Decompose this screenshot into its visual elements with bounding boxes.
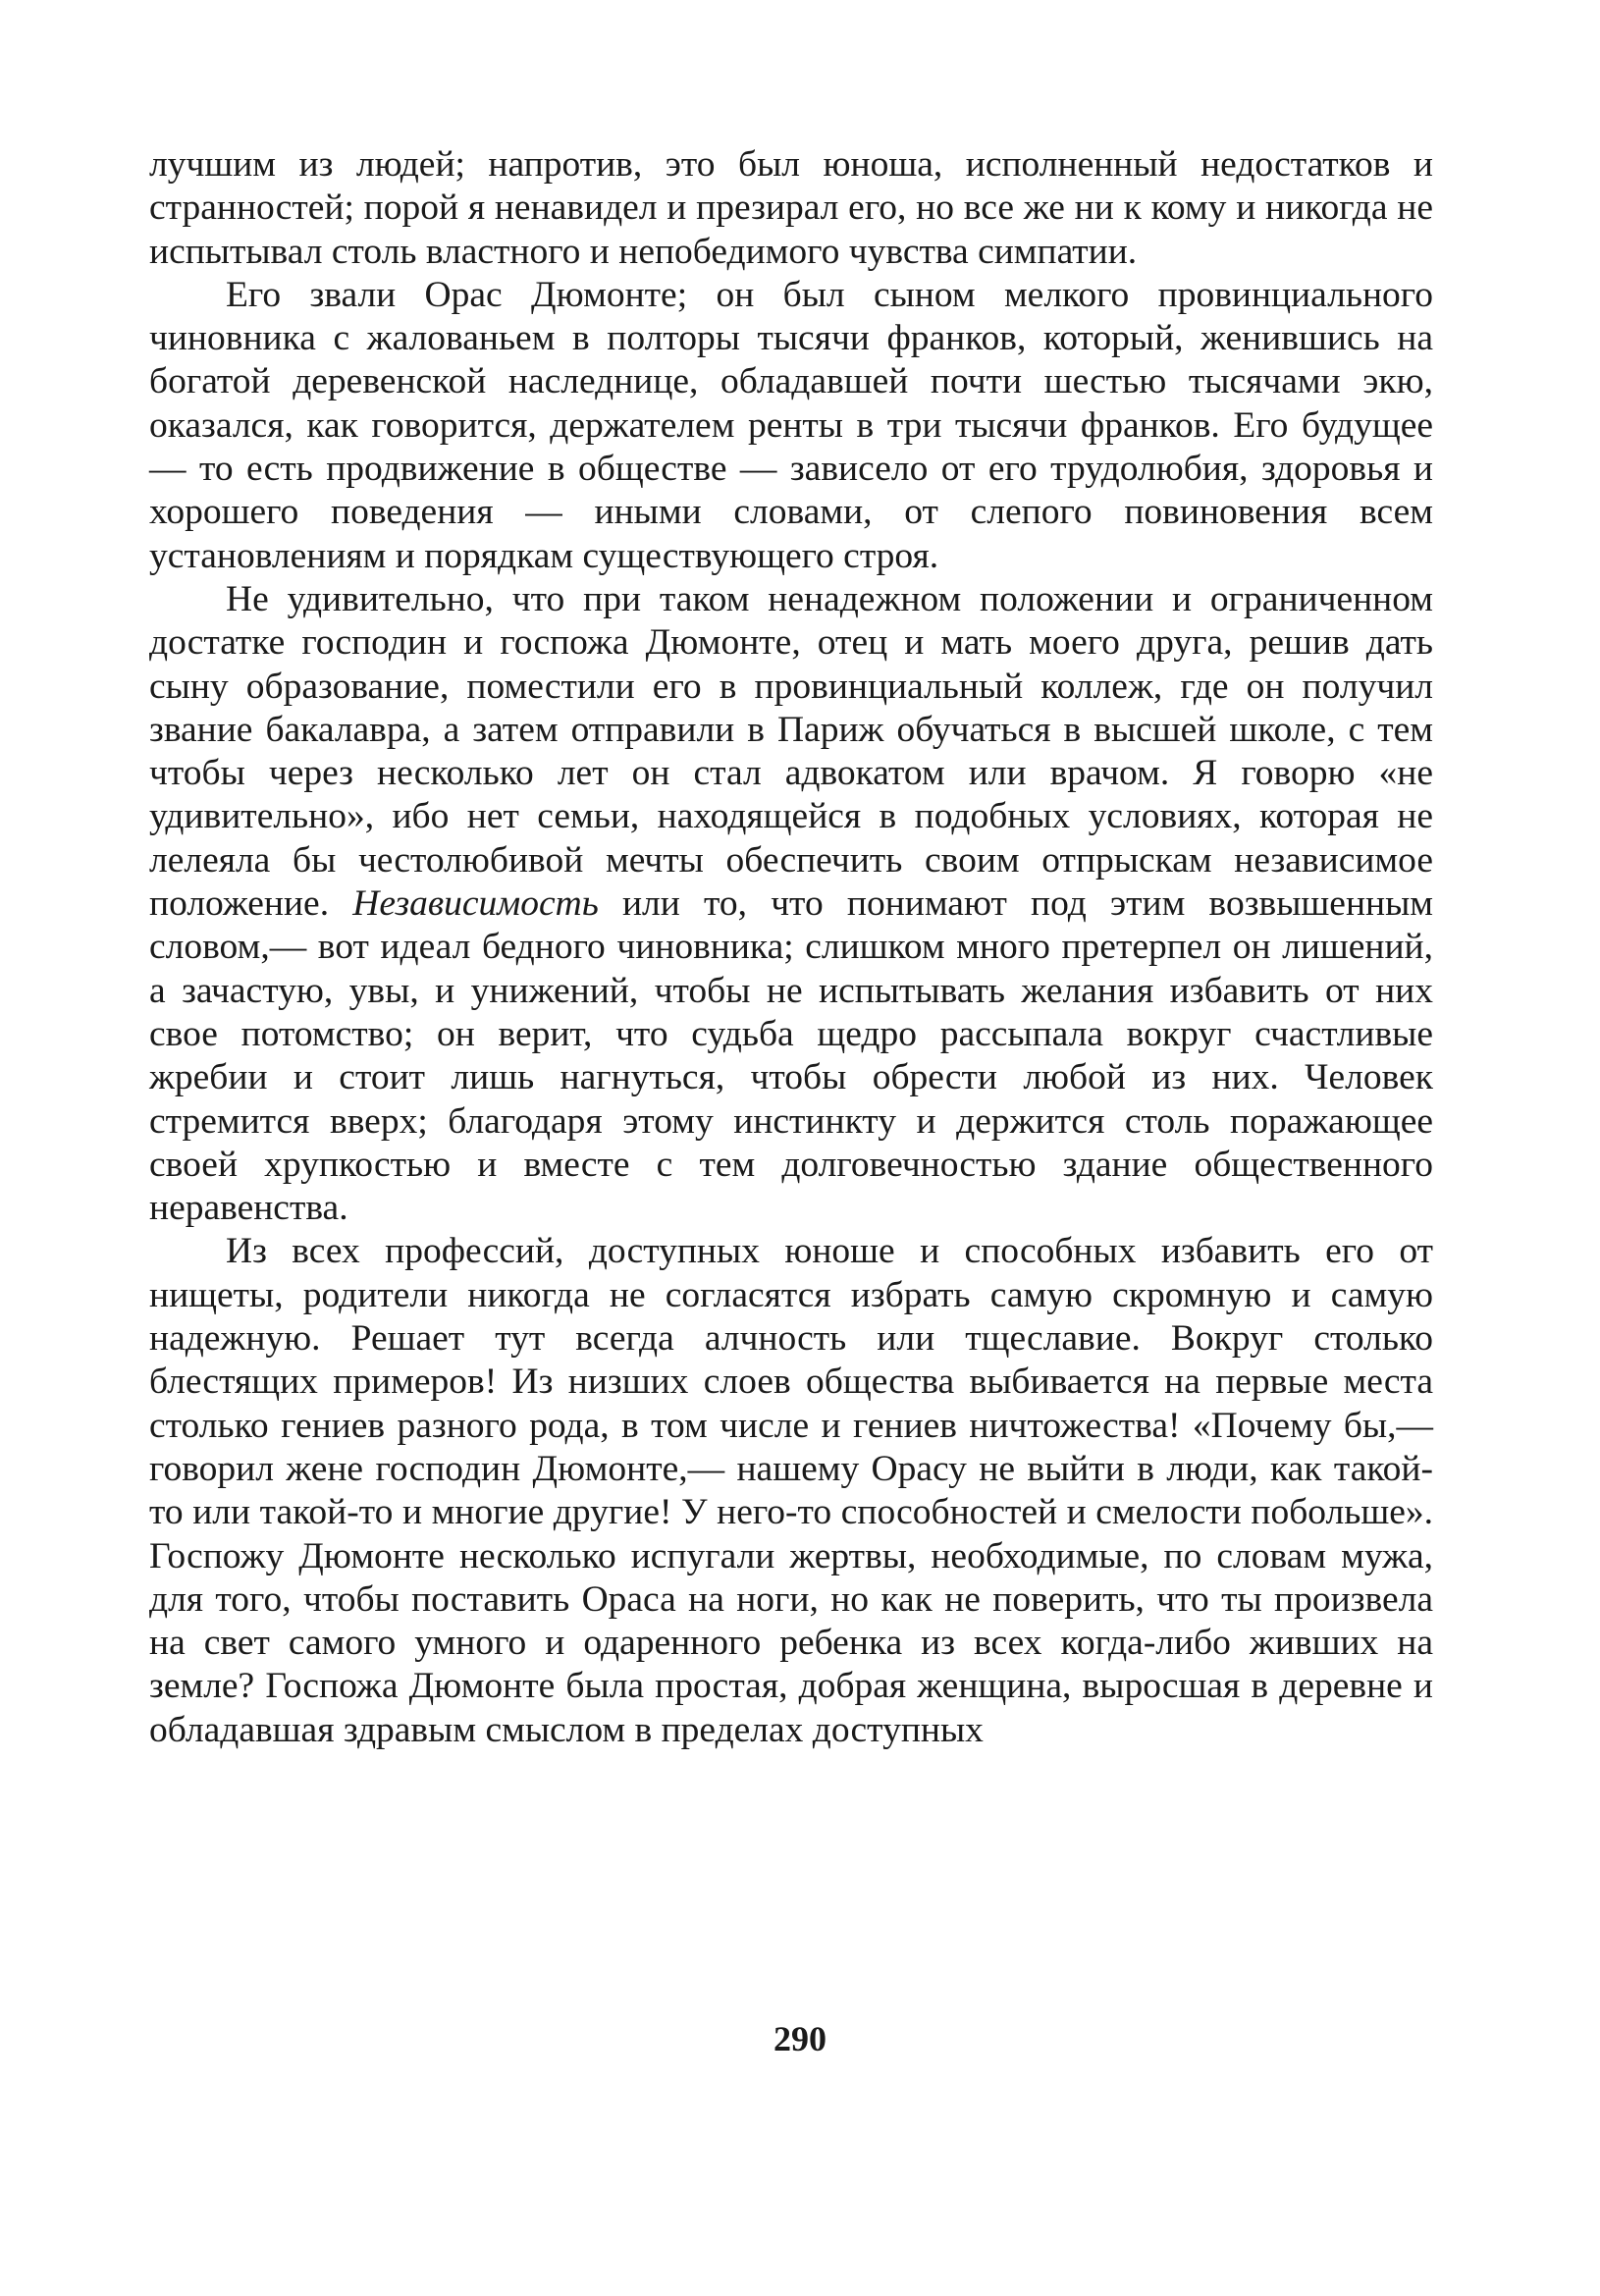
paragraph-4: Из всех профессий, доступных юноше и способных избавить его от нищеты, родители никогда не согласятся избрать самую скромную и самую надежную. Решает тут всегда алчность или тщеславие. Вокруг столько блестящих примеров! Из низших слоев общества выбивается на первые места столько гениев разного рода, в том числе и гениев ничтожества! «Почему бы,— говорил жене господин Дюмонте,— нашему Орасу не выйти в люди, как такой-то или такой-то и многие другие! У него-то способностей и смелости побольше». Госпожу Дюмонте несколько испугали жертвы, необходимые, по словам мужа, для того, чтобы поставить Ораса на ноги, но как не поверить, что ты произвела на свет самого умного и одаренного ребенка из всех когда-либо живших на земле? Госпожа Дюмонте была простая, добрая женщина, выросшая в деревне и обладавшая здравым смыслом в пределах доступных — [149, 1231, 1433, 1750]
paragraph-3-text-after: или то, что понимают под этим возвышенным словом,— вот идеал бедного чиновника; слишком много претерпел он лишений, а зачастую, увы, и унижений, чтобы не испытывать желания избавить от них свое потомство; он верит, что судьба щедро рассыпала вокруг счастливые жребии и стоит лишь нагнуться, чтобы обрести любой из них. Человек стремится вверх; благодаря этому инстинкту и держится столь поражающее своей хрупкостью и вместе с тем долговечностью здание общественного неравенства. — [149, 883, 1434, 1229]
page-number: 290 — [773, 2019, 827, 2058]
paragraph-3 — [149, 578, 1433, 1230]
body-text — [149, 143, 1433, 1752]
paragraph-3-text-before: Не удивительно, что при таком ненадежном положении и ограниченном достатке господин и госпожа Дюмонте, отец и мать моего друга, решив дать сыну образование, поместили его в провинциальный коллеж, где он получил звание бакалавра, а затем отправили в Париж обучаться в высшей школе, с тем чтобы через несколько лет он стал адвокатом или врачом. Я говорю «не удивительно», ибо нет семьи, находящейся в подобных условиях, которая не лелеяла бы честолюбивой мечты обеспечить своим отпрыскам независимое положение. — [149, 578, 1433, 925]
paragraph-3-italic-term: Независимость — [352, 883, 599, 925]
paragraph-1: лучшим из людей; напротив, это был юноша, исполненный недостатков и странностей; порой я ненавидел и презирал его, но все же ни к кому и никогда не испытывал столь властного и непобедимого чувства симпатии. — [149, 144, 1433, 272]
paragraph-2: Его звали Орас Дюмонте; он был сыном мелкого провинциального чиновника с жалованьем в полторы тысячи франков, который, женившись на богатой деревенской наследнице, обладавшей почти шестью тысячами экю, оказался, как говорится, держателем ренты в три тысячи франков. Его будущее — то есть продвижение в обществе — зависело от его трудолюбия, здоровья и хорошего поведения — иными словами, от слепого повиновения всем установлениям и порядкам существующего строя. — [149, 274, 1433, 576]
